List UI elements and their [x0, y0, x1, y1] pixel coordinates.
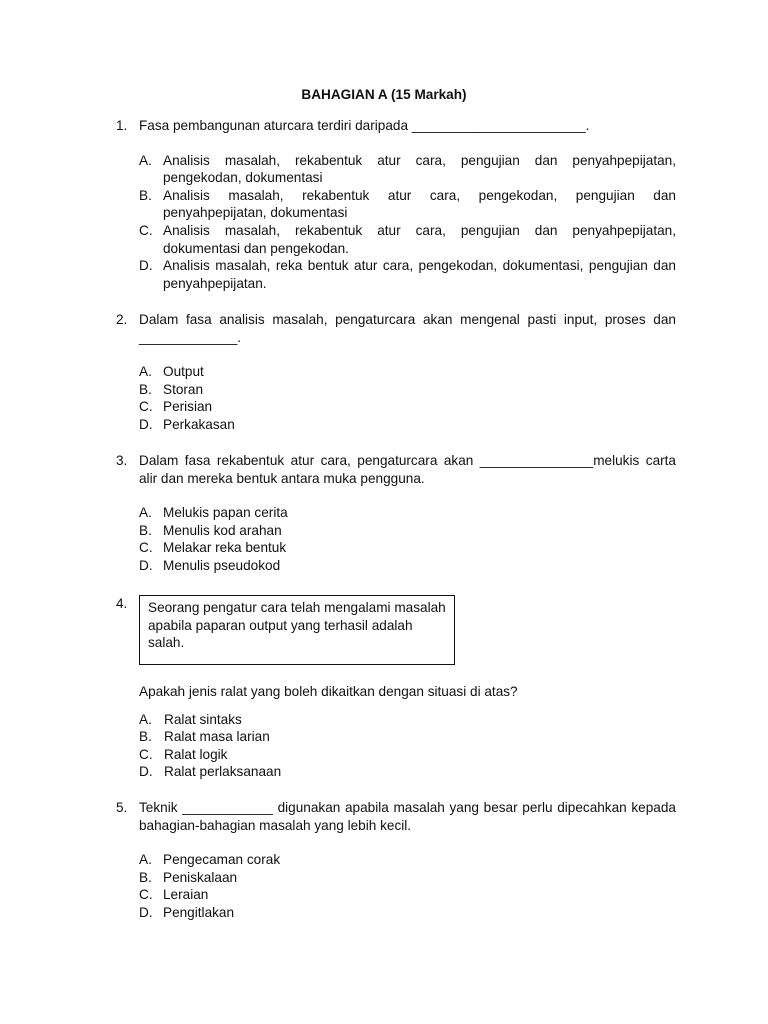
option-letter: D.	[139, 904, 153, 920]
question-number: 1.	[116, 118, 128, 133]
question-text: Fasa pembangunan aturcara terdiri daripada _______________________.	[139, 118, 590, 133]
option-d	[139, 416, 676, 434]
option-letter: A.	[139, 152, 152, 168]
question-5	[116, 799, 676, 922]
option-text: Analisis masalah, reka bentuk atur cara, pengekodan, dokumentasi, pengujian dan penyahpepijatan.	[163, 258, 676, 291]
option-list	[139, 363, 676, 433]
question-text: Dalam fasa rekabentuk atur cara, pengaturcara akan _______________melukis carta alir dan mereka bentuk antara muka pengguna.	[139, 453, 676, 486]
option-a	[139, 363, 676, 381]
section-title: BAHAGIAN A (15 Markah)	[301, 87, 467, 102]
option-b	[139, 187, 676, 222]
option-text: Analisis masalah, rekabentuk atur cara, pengujian dan penyahpepijatan, dokumentasi dan pengekodan.	[163, 222, 676, 256]
option-text: Pengecaman corak	[163, 852, 281, 868]
option-letter: B.	[139, 729, 152, 745]
option-c	[139, 539, 676, 557]
option-b	[139, 522, 676, 540]
option-letter: B.	[139, 187, 152, 203]
question-1	[116, 117, 676, 292]
option-text: Pengitlakan	[163, 904, 235, 920]
option-text: Storan	[163, 381, 204, 397]
option-b	[139, 869, 676, 887]
option-a	[139, 711, 676, 729]
option-list	[139, 711, 676, 781]
option-a	[139, 152, 676, 187]
option-text: Perisian	[163, 399, 213, 415]
option-letter: C.	[139, 887, 153, 903]
option-c	[139, 886, 676, 904]
option-b	[139, 728, 676, 746]
option-text: Analisis masalah, rekabentuk atur cara, pengujian dan penyahpepijatan, pengekodan, dokumentasi	[163, 152, 676, 186]
option-letter: C.	[139, 746, 153, 762]
option-list	[139, 152, 676, 293]
option-text: Melakar reka bentuk	[163, 540, 287, 556]
option-letter: A.	[139, 364, 152, 380]
question-4	[116, 595, 676, 781]
question-number: 4.	[116, 596, 128, 611]
option-c	[139, 398, 676, 416]
option-letter: D.	[139, 258, 153, 274]
question-3	[116, 452, 676, 575]
option-letter: D.	[139, 557, 153, 573]
option-a	[139, 504, 676, 522]
option-letter: B.	[139, 869, 152, 885]
question-text: Teknik ____________ digunakan apabila masalah yang besar perlu dipecahkan kepada bahagian-bahagian masalah yang lebih kecil.	[139, 800, 676, 833]
question-text: Apakah jenis ralat yang boleh dikaitkan dengan situasi di atas?	[139, 684, 518, 699]
option-text: Leraian	[163, 887, 209, 903]
option-letter: A.	[139, 852, 152, 868]
question-number: 5.	[116, 800, 128, 815]
option-c	[139, 746, 676, 764]
option-text: Peniskalaan	[163, 869, 238, 885]
option-text: Analisis masalah, rekabentuk atur cara, pengekodan, pengujian dan penyahpepijatan, dokumentasi	[163, 187, 676, 221]
option-c	[139, 222, 676, 257]
option-list	[139, 851, 676, 921]
option-text: Perkakasan	[163, 416, 235, 432]
option-d	[139, 904, 676, 922]
option-text: Ralat sintaks	[164, 711, 242, 727]
option-letter: C.	[139, 399, 153, 415]
question-2	[116, 311, 676, 434]
option-text: Ralat masa larian	[164, 729, 270, 745]
option-text: Melukis papan cerita	[163, 505, 288, 521]
option-letter: C.	[139, 540, 153, 556]
question-number: 3.	[116, 453, 128, 468]
option-d	[139, 557, 676, 575]
option-list	[139, 504, 676, 574]
option-text: Menulis kod arahan	[163, 522, 282, 538]
option-text: Menulis pseudokod	[163, 557, 281, 573]
question-number: 2.	[116, 312, 128, 327]
option-d	[139, 763, 676, 781]
option-a	[139, 851, 676, 869]
option-d	[139, 257, 676, 292]
option-text: Output	[163, 364, 204, 380]
option-b	[139, 381, 676, 399]
option-letter: D.	[139, 416, 153, 432]
option-letter: A.	[139, 505, 152, 521]
option-letter: B.	[139, 381, 152, 397]
option-letter: C.	[139, 222, 153, 238]
option-text: Ralat logik	[164, 746, 228, 762]
scenario-box: Seorang pengatur cara telah mengalami masalah apabila paparan output yang terhasil adalah salah.	[139, 595, 455, 665]
option-letter: B.	[139, 522, 152, 538]
option-text: Ralat perlaksanaan	[164, 764, 282, 780]
option-letter: D.	[139, 764, 153, 780]
question-text: Dalam fasa analisis masalah, pengaturcara akan mengenal pasti input, proses dan _____________.	[139, 312, 676, 345]
option-letter: A.	[139, 711, 152, 727]
